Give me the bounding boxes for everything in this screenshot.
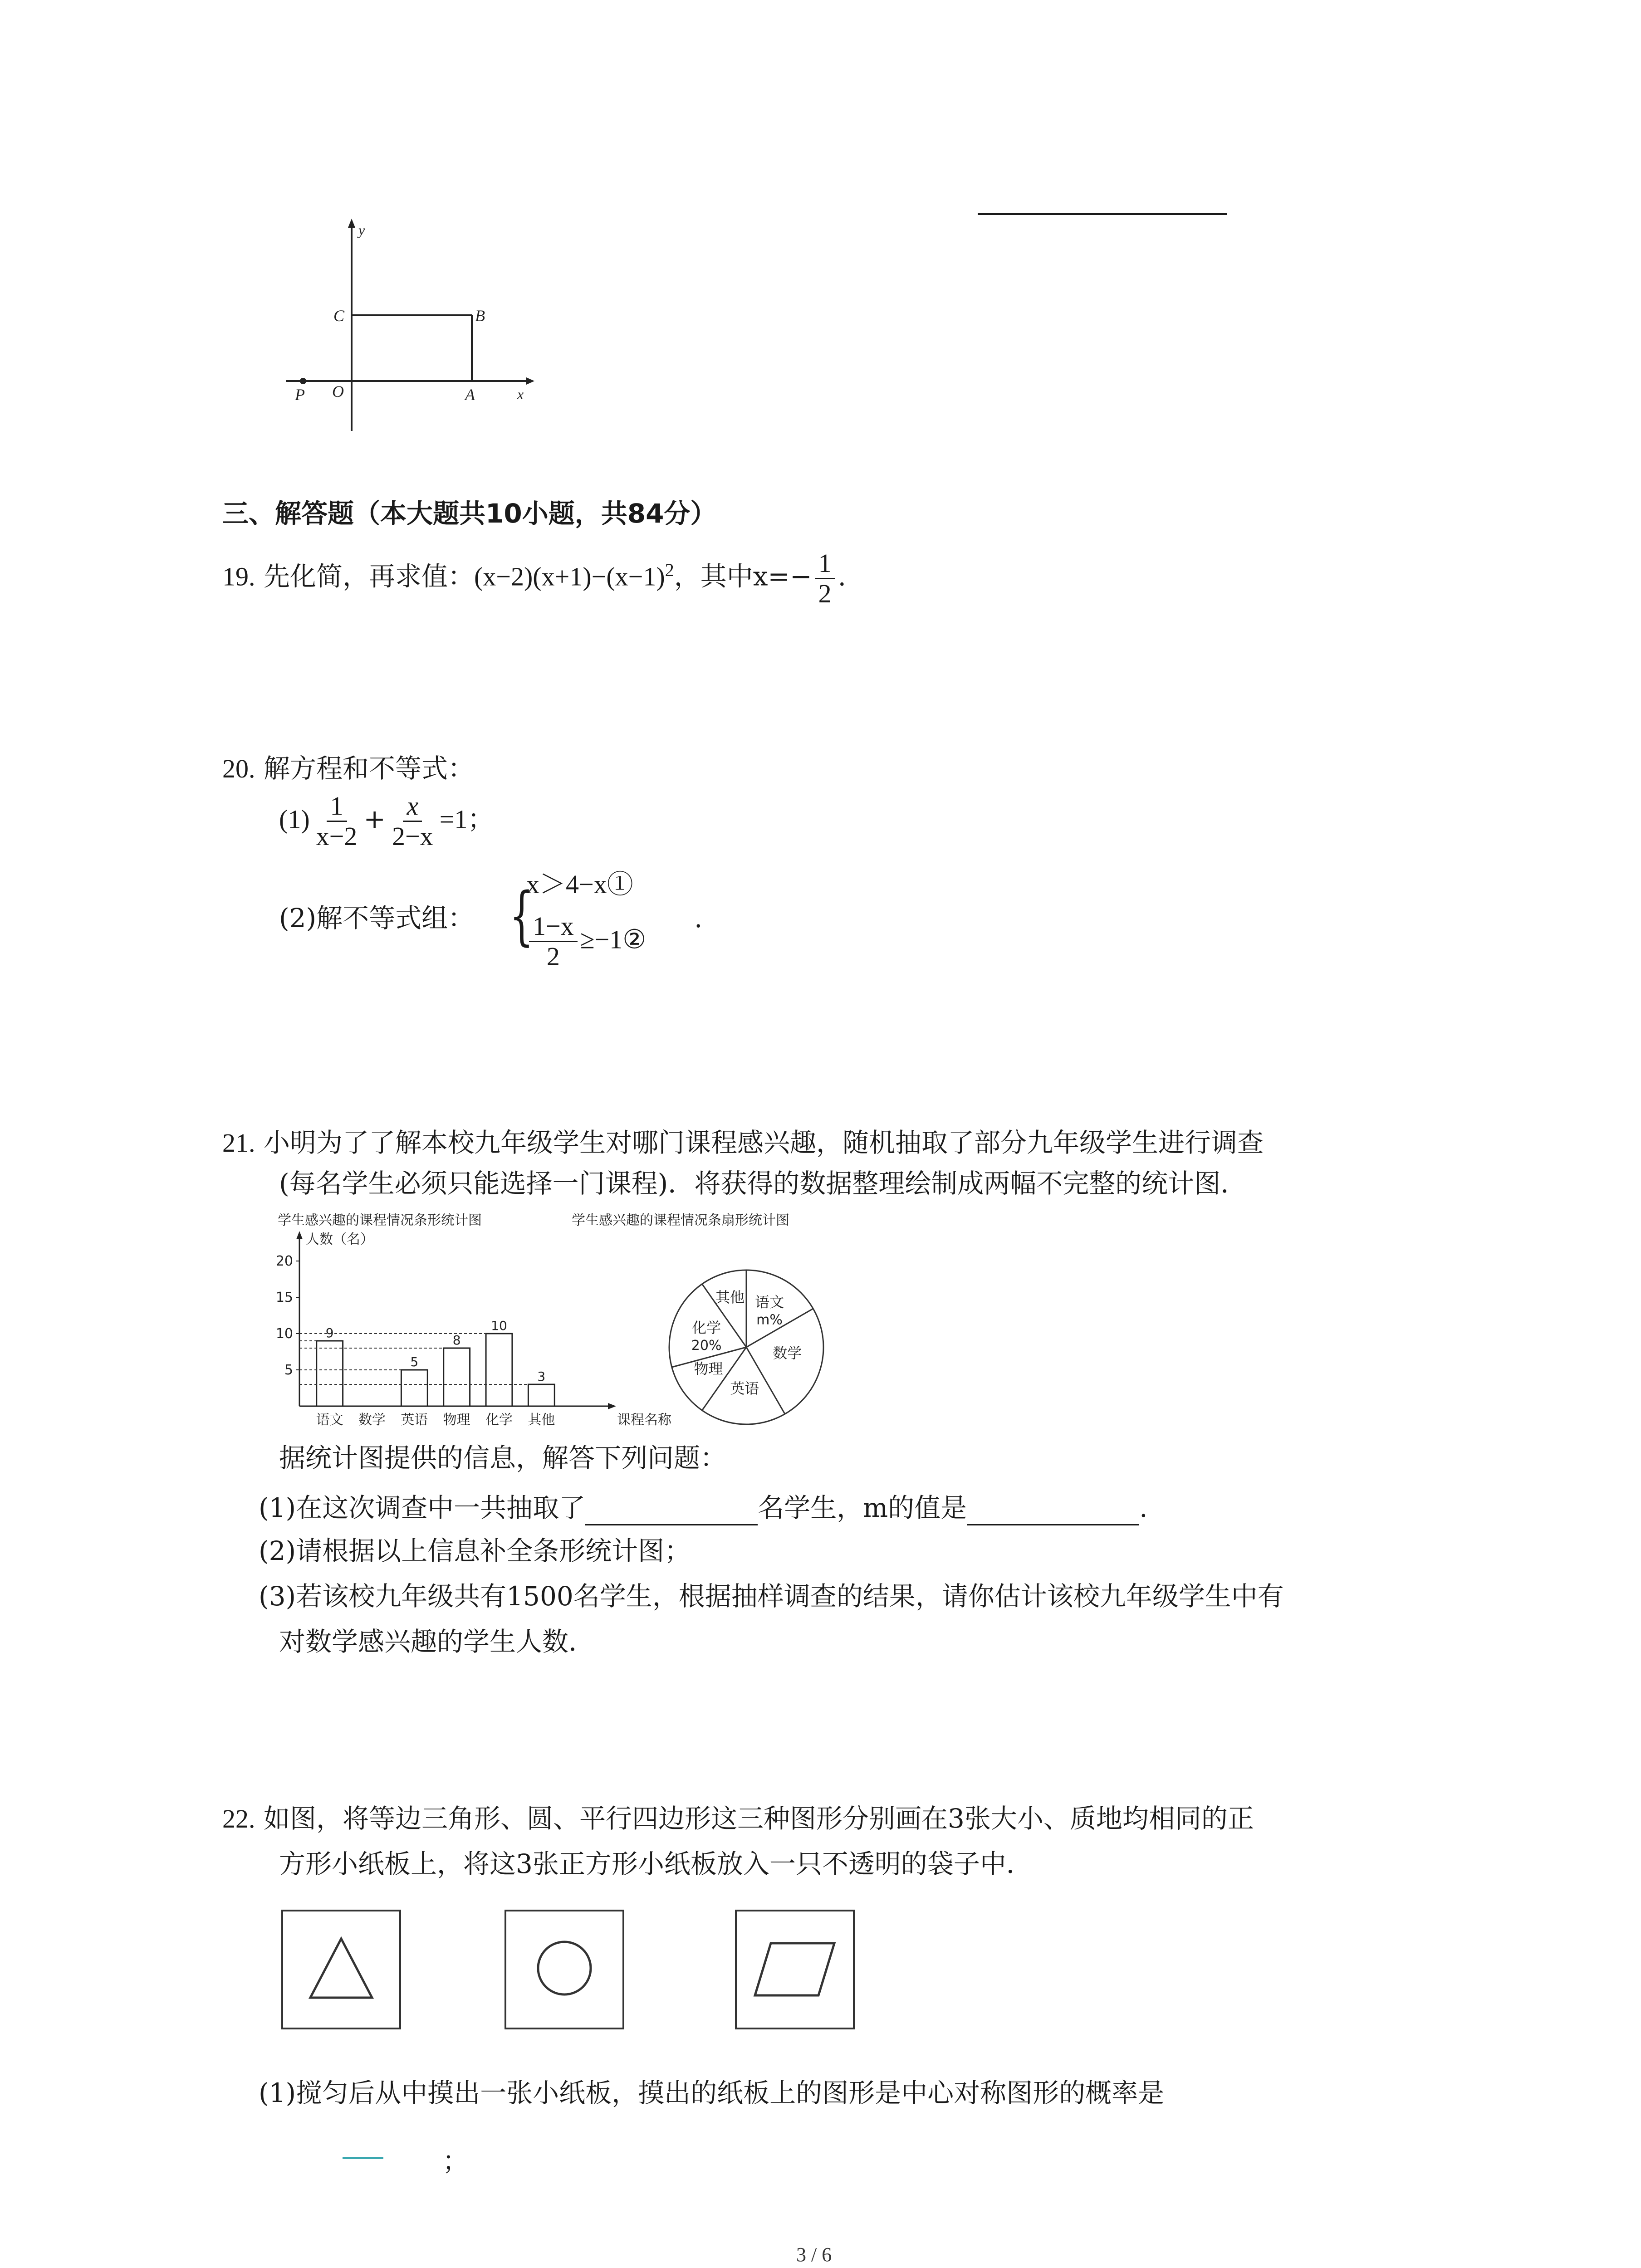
q22-number: 22. [222, 1804, 255, 1833]
q19-text: 先化简，再求值： [263, 561, 474, 592]
bar-y-label: 人数（名） [306, 1232, 374, 1247]
q20-part1 [279, 792, 494, 851]
q19-number: 19. [222, 562, 255, 591]
bar-data-label: 5 [410, 1354, 419, 1369]
q22-line2: 方形小纸板上，将这3张正方形小纸板放入一只不透明的袋子中． [279, 1848, 1033, 1879]
q22-sub1: (1)搅匀后从中摸出一张小纸板，摸出的纸板上的图形是中心对称图形的概率是 [259, 2077, 1165, 2108]
bar [401, 1370, 427, 1406]
bar-data-label: 10 [491, 1318, 507, 1333]
q21-number: 21. [222, 1128, 255, 1158]
q21-sub1-end: . [1139, 1492, 1148, 1523]
answer-blank-accent[interactable] [343, 2157, 383, 2159]
q22-line1 [222, 1803, 1254, 1835]
q21-blank-m[interactable] [967, 1492, 1139, 1525]
coordinate-figure [272, 213, 554, 440]
pie-slice-label: 其他 [715, 1288, 745, 1306]
label-o: O [332, 382, 344, 401]
bar-chart [263, 1225, 671, 1442]
bar-category-label: 化学 [485, 1412, 513, 1428]
q20-frac2-den: 2−x [392, 821, 433, 851]
pie-slice-label: 数学 [773, 1344, 802, 1362]
q19-end: . [838, 561, 847, 592]
pie-chart [662, 1266, 844, 1433]
q20-part2-label: (2)解不等式组： [279, 903, 475, 934]
q21-sub2: (2)请根据以上信息补全条形统计图； [259, 1535, 691, 1566]
pie-slice-label: 化学 [692, 1319, 721, 1337]
pie-slice-label: 英语 [730, 1379, 759, 1397]
pie-chart-title: 学生感兴趣的课程情况条扇形统计图 [572, 1212, 789, 1228]
bar [486, 1334, 512, 1406]
page-number: 3 / 6 [796, 2244, 832, 2266]
pie-slice-label: 语文 [754, 1293, 784, 1311]
q21-line1-text: 小明为了了解本校九年级学生对哪门课程感兴趣，随机抽取了部分九年级学生进行调查 [263, 1127, 1264, 1158]
label-p: P [295, 386, 305, 404]
q20-brace: { [509, 879, 534, 953]
q20-frac1 [313, 792, 361, 851]
section-title: 三、解答题（本大题共10小题，共84分） [222, 498, 717, 529]
x-axis-arrow [526, 377, 534, 385]
q21-sub1-a: (1)在这次调查中一共抽取了 [259, 1492, 586, 1523]
circle-icon [506, 1911, 622, 2028]
q22-line1-text: 如图，将等边三角形、圆、平行四边形这三种图形分别画在3张大小、质地均相同的正 [263, 1803, 1254, 1834]
q21-sub3-line2: 对数学感兴趣的学生人数． [279, 1626, 595, 1657]
q20-frac1-den: x−2 [316, 821, 358, 851]
q21-sub1 [259, 1492, 1148, 1525]
question-19 [222, 549, 846, 608]
bar [444, 1348, 470, 1406]
bar-chart-title: 学生感兴趣的课程情况条形统计图 [278, 1212, 482, 1228]
bar-data-label: 9 [325, 1325, 334, 1340]
label-a: A [465, 386, 475, 404]
y-axis-label: y [358, 222, 365, 238]
bar-y-tick-label: 20 [275, 1253, 293, 1269]
bar-y-tick-label: 5 [284, 1362, 293, 1378]
pie-slice-label: 物理 [694, 1360, 723, 1378]
q20-frac2 [388, 792, 437, 851]
q20-frac1-num: 1 [327, 792, 347, 822]
bar-x-axis-arrow [608, 1403, 616, 1409]
bar-category-label: 英语 [401, 1412, 428, 1428]
parallelogram-icon [737, 1911, 853, 2028]
x-axis-label: x [517, 386, 524, 402]
q21-blank-count[interactable] [585, 1492, 758, 1525]
q22-semicolon: ； [442, 2146, 469, 2176]
q21-prompt: 据统计图提供的信息，解答下列问题： [279, 1442, 727, 1473]
card-triangle [281, 1910, 401, 2029]
q20-part1-end: =1； [439, 804, 494, 834]
bar-x-label: 课程名称 [617, 1412, 671, 1428]
q20-ineq2-num: 1−x [529, 912, 578, 942]
bar-category-label: 语文 [316, 1412, 343, 1428]
q20-end: . [694, 903, 703, 934]
q21-line2: (每名学生必须只能选择一门课程)．将获得的数据整理绘制成两幅不完整的统计图． [279, 1168, 1247, 1199]
bar [317, 1341, 343, 1406]
card-parallelogram [735, 1910, 855, 2029]
bar-data-label: 3 [537, 1369, 546, 1384]
q19-frac-num: 1 [815, 549, 835, 579]
y-axis-arrow [348, 219, 355, 228]
label-b: B [475, 307, 485, 325]
triangle-icon [283, 1911, 399, 2028]
q20-ineq2 [526, 912, 646, 971]
bar-data-label: 8 [452, 1333, 461, 1348]
q20-ineq1: x＞4−x① [526, 870, 633, 899]
q20-ineq2-den: 2 [546, 941, 560, 971]
bar-y-tick-label: 15 [275, 1290, 293, 1305]
q20-frac2-num: x [403, 792, 422, 822]
q19-frac-den: 2 [818, 578, 832, 608]
q20-ineq2-frac [529, 912, 578, 971]
bar-category-label: 物理 [443, 1412, 470, 1428]
q19-mid: ，其中x=− [674, 561, 812, 592]
q21-line1 [222, 1127, 1264, 1159]
q19-expression: (x−2)(x+1)−(x−1) [474, 562, 665, 591]
label-c: C [333, 307, 345, 325]
card-circle [505, 1910, 624, 2029]
q20-text: 解方程和不等式： [263, 753, 474, 784]
bar-category-label: 其他 [528, 1412, 555, 1428]
q19-exponent: 2 [665, 560, 674, 580]
question-20 [222, 753, 474, 785]
q21-sub3-line1: (3)若该校九年级共有1500名学生，根据抽样调查的结果，请你估计该校九年级学生中有 [259, 1581, 1284, 1612]
point-p [300, 378, 306, 384]
q21-sub1-b: 名学生，m的值是 [758, 1492, 967, 1523]
bar [528, 1384, 554, 1406]
bar-y-tick-label: 10 [275, 1326, 293, 1342]
answer-blank-line [978, 213, 1227, 215]
q20-part1-label: (1) [279, 804, 310, 834]
q20-number: 20. [222, 754, 255, 783]
q19-fraction [815, 549, 835, 608]
bar-category-label: 数学 [358, 1412, 386, 1428]
pie-slice-value: 20% [691, 1338, 722, 1354]
bar-y-axis-arrow [296, 1231, 303, 1239]
q20-ineq2-rest: ≥−1② [580, 924, 647, 954]
q20-plus: + [363, 803, 386, 835]
pie-slice-value: m% [756, 1312, 783, 1328]
